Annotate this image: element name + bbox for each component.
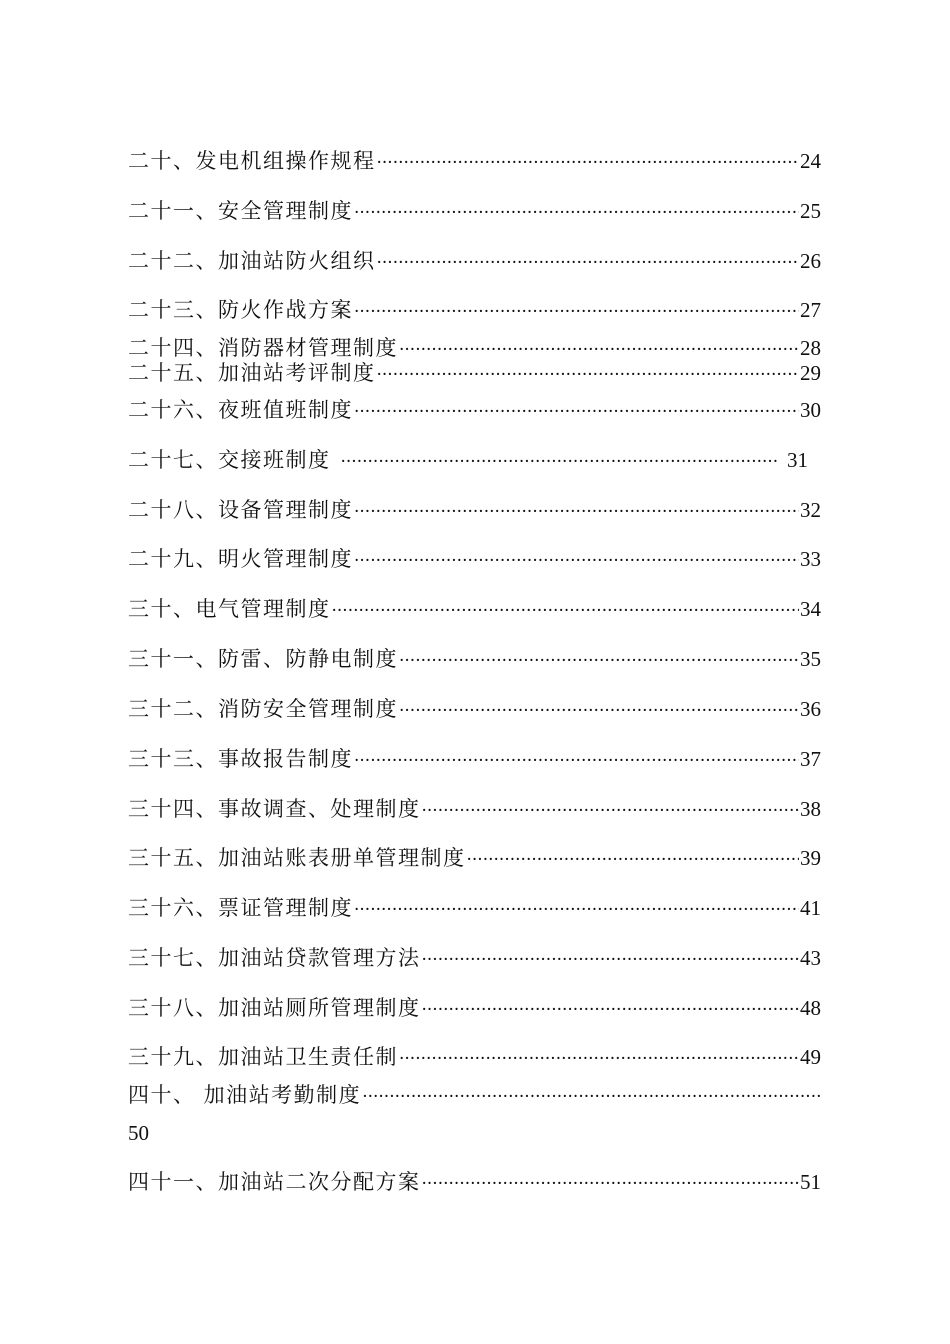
toc-leader-dots xyxy=(377,250,800,276)
toc-leader-dots xyxy=(354,548,799,574)
toc-entry-page: 31 xyxy=(787,448,808,472)
toc-entry[interactable] xyxy=(128,1082,821,1108)
toc-leader-dots xyxy=(354,399,799,425)
toc-entry[interactable] xyxy=(128,596,821,622)
toc-entry-page: 48 xyxy=(800,996,821,1020)
toc-entry-page: 33 xyxy=(800,547,821,571)
toc-entry[interactable] xyxy=(128,895,821,921)
toc-entry-title: 二十一、安全管理制度 xyxy=(128,199,353,223)
toc-entry-title: 二十八、设备管理制度 xyxy=(128,498,353,522)
toc-entry[interactable] xyxy=(128,297,821,323)
toc-leader-dots xyxy=(354,748,799,774)
toc-entry[interactable] xyxy=(128,945,821,971)
toc-entry-title: 三十、电气管理制度 xyxy=(128,597,331,621)
toc-entry[interactable] xyxy=(128,248,821,274)
toc-leader-dots xyxy=(422,947,800,973)
toc-entry-page: 50 xyxy=(128,1121,149,1145)
toc-entry-page: 43 xyxy=(800,946,821,970)
toc-entry-title: 二十二、加油站防火组织 xyxy=(128,249,376,273)
toc-leader-dots xyxy=(354,299,799,325)
toc-entry-title: 二十、发电机组操作规程 xyxy=(128,149,376,173)
toc-leader-dots xyxy=(399,648,799,674)
toc-entry-page: 38 xyxy=(800,797,821,821)
toc-leader-dots xyxy=(354,897,799,923)
toc-entry-title: 二十九、明火管理制度 xyxy=(128,547,353,571)
toc-entry-page: 32 xyxy=(800,498,821,522)
toc-entry-title: 三十三、事故报告制度 xyxy=(128,747,353,771)
toc-entry[interactable] xyxy=(128,845,821,871)
toc-entry[interactable] xyxy=(128,360,821,386)
toc-leader-dots xyxy=(422,798,800,824)
toc-entry-page: 30 xyxy=(800,398,821,422)
toc-entry-page: 25 xyxy=(800,199,821,223)
toc-entry-title: 二十六、夜班值班制度 xyxy=(128,398,353,422)
toc-entry-title: 三十六、票证管理制度 xyxy=(128,896,353,920)
toc-entry-title: 三十八、加油站厕所管理制度 xyxy=(128,996,421,1020)
toc-entry-page: 35 xyxy=(800,647,821,671)
toc-entry-title: 三十七、加油站贷款管理方法 xyxy=(128,946,421,970)
toc-entry-title: 三十二、消防安全管理制度 xyxy=(128,697,398,721)
toc-leader-dots xyxy=(362,1084,820,1110)
toc-entry[interactable] xyxy=(128,546,821,572)
toc-leader-dots xyxy=(354,200,799,226)
toc-entry[interactable] xyxy=(128,397,821,423)
toc-entry-title: 四十、 加油站考勤制度 xyxy=(128,1083,362,1107)
toc-entry-title: 二十五、加油站考评制度 xyxy=(128,361,376,385)
toc-entry[interactable] xyxy=(128,646,821,672)
toc-entry-title: 二十七、交接班制度 xyxy=(128,448,331,472)
toc-leader-dots xyxy=(377,362,800,388)
toc-entry-page: 37 xyxy=(800,747,821,771)
toc-entry[interactable] xyxy=(128,995,821,1021)
toc-entry-page: 28 xyxy=(800,336,821,360)
toc-entry-page: 29 xyxy=(800,361,821,385)
toc-entry-page: 34 xyxy=(800,597,821,621)
toc-entry-title: 二十四、消防器材管理制度 xyxy=(128,336,398,360)
toc-leader-dots xyxy=(399,698,799,724)
toc-entry-page: 39 xyxy=(800,846,821,870)
toc-entry-page: 24 xyxy=(800,149,821,173)
toc-entry[interactable] xyxy=(128,1169,821,1195)
toc-entry-page: 41 xyxy=(800,896,821,920)
toc-entry[interactable] xyxy=(128,335,821,361)
toc-entry-page: 26 xyxy=(800,249,821,273)
toc-leader-dots xyxy=(399,1046,799,1072)
toc-entry-title: 三十五、加油站账表册单管理制度 xyxy=(128,846,466,870)
toc-entry-page: 51 xyxy=(800,1170,821,1194)
toc-entry-title: 三十四、事故调查、处理制度 xyxy=(128,797,421,821)
toc-entry-page: 27 xyxy=(800,298,821,322)
toc-entry[interactable] xyxy=(128,1044,821,1070)
toc-entry[interactable] xyxy=(128,198,821,224)
toc-entry[interactable] xyxy=(128,447,808,473)
toc-leader-dots xyxy=(467,847,800,873)
toc-leader-dots xyxy=(332,598,800,624)
toc-leader-dots xyxy=(341,449,780,475)
toc-entry[interactable] xyxy=(128,696,821,722)
toc-leader-dots xyxy=(377,150,800,176)
toc-leader-dots xyxy=(354,499,799,525)
toc-entry-page: 36 xyxy=(800,697,821,721)
toc-entry[interactable] xyxy=(128,746,821,772)
toc-entry-title: 四十一、加油站二次分配方案 xyxy=(128,1170,421,1194)
toc-entry[interactable] xyxy=(128,497,821,523)
toc-entry-title: 三十一、防雷、防静电制度 xyxy=(128,647,398,671)
toc-entry-title: 二十三、防火作战方案 xyxy=(128,298,353,322)
toc-entry-title: 三十九、加油站卫生责任制 xyxy=(128,1045,398,1069)
toc-leader-dots xyxy=(422,1171,800,1197)
toc-entry[interactable] xyxy=(128,148,821,174)
toc-entry[interactable] xyxy=(128,796,821,822)
toc-entry-page: 49 xyxy=(800,1045,821,1069)
toc-leader-dots xyxy=(422,997,800,1023)
